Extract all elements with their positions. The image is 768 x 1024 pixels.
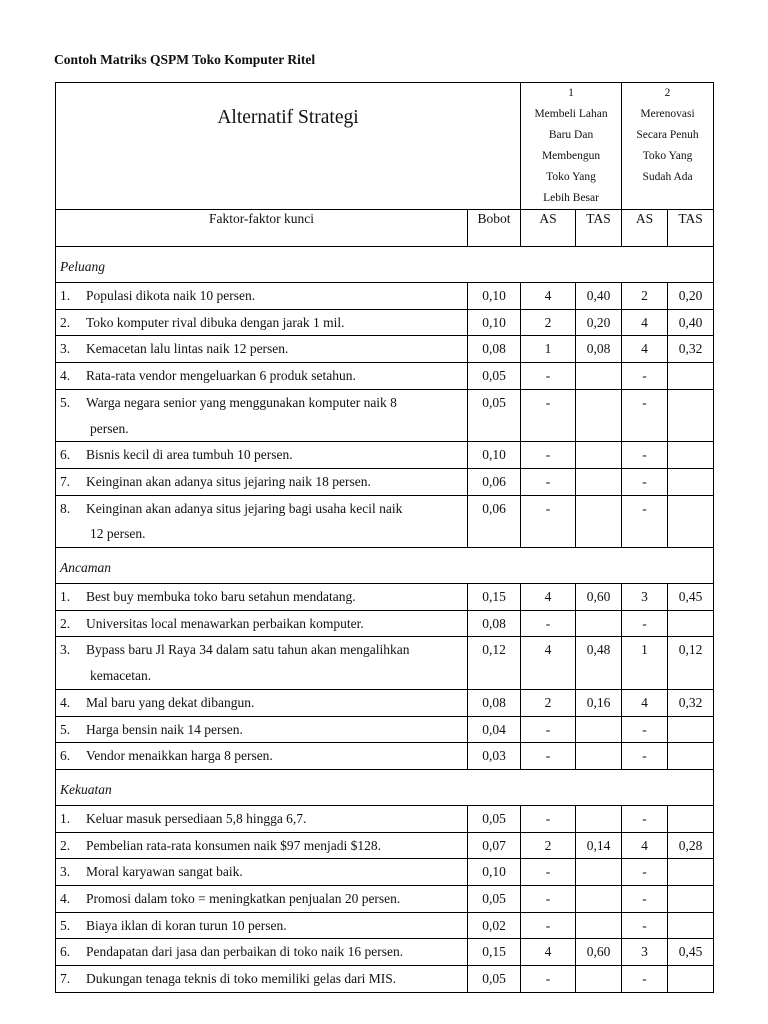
factor-text: Mal baru yang dekat dibangun.: [86, 694, 255, 710]
as-2-cell: 4: [622, 309, 668, 336]
as-1-cell: -: [521, 442, 576, 469]
as-2-cell: -: [622, 859, 668, 886]
table-row: [56, 832, 714, 859]
factor-text: Populasi dikota naik 10 persen.: [86, 288, 256, 303]
tas-1-cell: [576, 912, 622, 939]
factor-text: Vendor menaikkan harga 8 persen.: [86, 748, 273, 764]
factor-text: Biaya iklan di koran turun 10 persen.: [86, 917, 287, 933]
as-1-cell: -: [521, 859, 576, 886]
weight-cell: 0,04: [468, 716, 521, 743]
factor-text: Keinginan akan adanya situs jejaring bagi usaha kecil naik: [86, 500, 403, 516]
as-1-cell: 2: [521, 832, 576, 859]
factor-cell: [56, 309, 468, 336]
weight-cell: 0,10: [468, 442, 521, 469]
factor-text: Keluar masuk persediaan 5,8 hingga 6,7.: [86, 810, 307, 826]
tas-1-cell: [576, 886, 622, 913]
as-1-cell: -: [521, 966, 576, 993]
item-number: 5.: [60, 394, 71, 410]
tas-1-cell: 0,60: [576, 584, 622, 611]
tas-2-cell: 0,32: [668, 689, 714, 716]
as-2-cell: 3: [622, 584, 668, 611]
weight-cell: 0,15: [468, 939, 521, 966]
tas-1-cell: [576, 495, 622, 547]
factor-text: Bypass baru Jl Raya 34 dalam satu tahun akan mengalihkan: [86, 642, 410, 658]
as-2-cell: -: [622, 442, 668, 469]
tas-1-cell: [576, 389, 622, 441]
item-number: 1.: [60, 589, 71, 605]
table-row: [56, 495, 714, 547]
section-row: [56, 247, 714, 283]
weight-cell: 0,12: [468, 637, 521, 689]
item-number: 5.: [60, 721, 71, 737]
as-2-cell: -: [622, 912, 668, 939]
table-row: [56, 939, 714, 966]
factor-cell: [56, 584, 468, 611]
table-row: [56, 966, 714, 993]
strategy-2-header: [622, 83, 714, 210]
column-header-weight: Bobot: [468, 210, 521, 247]
tas-1-cell: [576, 859, 622, 886]
table-row: [56, 442, 714, 469]
item-number: 7.: [60, 971, 71, 987]
as-2-cell: -: [622, 610, 668, 637]
tas-2-cell: [668, 495, 714, 547]
weight-cell: 0,05: [468, 805, 521, 832]
strategy-name-line: Sudah Ada: [642, 171, 693, 183]
as-1-cell: -: [521, 389, 576, 441]
table-row: [56, 309, 714, 336]
item-number: 2.: [60, 615, 71, 631]
tas-1-cell: [576, 805, 622, 832]
factor-cell: [56, 859, 468, 886]
tas-1-cell: 0,60: [576, 939, 622, 966]
as-1-cell: -: [521, 468, 576, 495]
factor-cell: [56, 886, 468, 913]
tas-1-cell: [576, 442, 622, 469]
column-header-tas-1: TAS: [576, 210, 622, 247]
column-header-factor: Faktor-faktor kunci: [56, 210, 468, 247]
as-2-cell: 1: [622, 637, 668, 689]
strategy-name-line: Baru Dan: [548, 129, 594, 141]
item-number: 7.: [60, 473, 71, 489]
item-number: 2.: [60, 314, 71, 330]
table-row: [56, 912, 714, 939]
item-number: 4.: [60, 891, 71, 907]
as-1-cell: -: [521, 886, 576, 913]
table-row: [56, 886, 714, 913]
weight-cell: 0,08: [468, 336, 521, 363]
factor-text: Dukungan tenaga teknis di toko memiliki gelas dari MIS.: [86, 971, 397, 987]
factor-cell: [56, 689, 468, 716]
section-label: Peluang: [56, 247, 714, 283]
tas-2-cell: [668, 363, 714, 390]
as-1-cell: 2: [521, 689, 576, 716]
tas-2-cell: 0,32: [668, 336, 714, 363]
as-1-cell: -: [521, 716, 576, 743]
section-row: [56, 769, 714, 805]
column-header-row: [56, 210, 714, 247]
weight-cell: 0,05: [468, 363, 521, 390]
as-1-cell: 4: [521, 637, 576, 689]
strategy-1-header: [521, 83, 622, 210]
table-row: [56, 716, 714, 743]
section-label: Ancaman: [56, 548, 714, 584]
tas-2-cell: [668, 805, 714, 832]
as-1-cell: -: [521, 610, 576, 637]
table-row: [56, 584, 714, 611]
factor-text: Moral karyawan sangat baik.: [86, 864, 243, 880]
weight-cell: 0,08: [468, 689, 521, 716]
as-1-cell: -: [521, 495, 576, 547]
weight-cell: 0,08: [468, 610, 521, 637]
alternatif-strategi-heading: Alternatif Strategi: [56, 83, 521, 210]
item-number: 1.: [60, 288, 71, 303]
factor-cell: [56, 468, 468, 495]
weight-cell: 0,15: [468, 584, 521, 611]
as-2-cell: 2: [622, 283, 668, 310]
tas-1-cell: 0,48: [576, 637, 622, 689]
factor-text: Bisnis kecil di area tumbuh 10 persen.: [86, 447, 293, 463]
weight-cell: 0,05: [468, 389, 521, 441]
weight-cell: 0,05: [468, 966, 521, 993]
factor-text: Pendapatan dari jasa dan perbaikan di toko naik 16 persen.: [86, 944, 404, 960]
table-row: [56, 336, 714, 363]
factor-cell: [56, 389, 468, 441]
table-row: [56, 805, 714, 832]
column-header-tas-2: TAS: [668, 210, 714, 247]
weight-cell: 0,07: [468, 832, 521, 859]
table-row: [56, 283, 714, 310]
factor-text: Kemacetan lalu lintas naik 12 persen.: [86, 341, 289, 357]
weight-cell: 0,05: [468, 886, 521, 913]
tas-1-cell: [576, 743, 622, 770]
column-header-as-2: AS: [622, 210, 668, 247]
section-row: [56, 548, 714, 584]
tas-2-cell: 0,12: [668, 637, 714, 689]
as-1-cell: 4: [521, 584, 576, 611]
factor-text: Keinginan akan adanya situs jejaring naik 18 persen.: [86, 473, 371, 489]
table-row: [56, 468, 714, 495]
section-label: Kekuatan: [56, 769, 714, 805]
as-1-cell: -: [521, 743, 576, 770]
strategy-name-line: Membengun: [541, 150, 601, 162]
as-1-cell: 4: [521, 939, 576, 966]
factor-text: Best buy membuka toko baru setahun mendatang.: [86, 589, 356, 605]
strategy-number: 1: [568, 87, 574, 99]
table-row: [56, 859, 714, 886]
strategy-name-line: Toko Yang: [642, 150, 693, 162]
factor-text: Rata-rata vendor mengeluarkan 6 produk setahun.: [86, 368, 356, 384]
factor-text-continued: 12 persen.: [90, 526, 146, 542]
weight-cell: 0,03: [468, 743, 521, 770]
weight-cell: 0,02: [468, 912, 521, 939]
as-2-cell: -: [622, 389, 668, 441]
as-1-cell: -: [521, 912, 576, 939]
tas-2-cell: [668, 442, 714, 469]
item-number: 4.: [60, 368, 71, 384]
tas-2-cell: [668, 886, 714, 913]
item-number: 3.: [60, 341, 71, 357]
item-number: 6.: [60, 944, 71, 960]
strategy-name-line: Membeli Lahan: [534, 108, 608, 120]
qspm-table: [55, 82, 714, 993]
item-number: 3.: [60, 864, 71, 880]
as-1-cell: -: [521, 805, 576, 832]
tas-1-cell: 0,08: [576, 336, 622, 363]
as-1-cell: 1: [521, 336, 576, 363]
factor-cell: [56, 939, 468, 966]
item-number: 4.: [60, 694, 71, 710]
tas-2-cell: 0,28: [668, 832, 714, 859]
factor-cell: [56, 716, 468, 743]
tas-1-cell: [576, 468, 622, 495]
as-1-cell: 2: [521, 309, 576, 336]
tas-2-cell: 0,45: [668, 584, 714, 611]
as-2-cell: 4: [622, 689, 668, 716]
as-2-cell: -: [622, 363, 668, 390]
as-2-cell: 4: [622, 336, 668, 363]
table-row: [56, 689, 714, 716]
tas-2-cell: 0,40: [668, 309, 714, 336]
item-number: 6.: [60, 748, 71, 764]
strategy-name-line: Toko Yang: [546, 171, 596, 183]
weight-cell: 0,10: [468, 309, 521, 336]
tas-2-cell: [668, 912, 714, 939]
factor-cell: [56, 336, 468, 363]
factor-text: Universitas local menawarkan perbaikan komputer.: [86, 615, 364, 631]
factor-cell: [56, 743, 468, 770]
factor-cell: [56, 283, 468, 310]
weight-cell: 0,06: [468, 468, 521, 495]
factor-cell: [56, 805, 468, 832]
weight-cell: 0,10: [468, 859, 521, 886]
as-2-cell: -: [622, 886, 668, 913]
column-header-as-1: AS: [521, 210, 576, 247]
tas-2-cell: [668, 743, 714, 770]
tas-1-cell: 0,14: [576, 832, 622, 859]
tas-2-cell: [668, 716, 714, 743]
as-2-cell: -: [622, 966, 668, 993]
tas-2-cell: [668, 610, 714, 637]
factor-text: Warga negara senior yang menggunakan komputer naik 8: [86, 394, 397, 410]
tas-1-cell: [576, 363, 622, 390]
as-2-cell: -: [622, 805, 668, 832]
weight-cell: 0,10: [468, 283, 521, 310]
strategy-name-line: Secara Penuh: [636, 129, 699, 141]
tas-2-cell: [668, 859, 714, 886]
table-row: [56, 637, 714, 689]
as-2-cell: -: [622, 743, 668, 770]
table-row: [56, 389, 714, 441]
document-title: Contoh Matriks QSPM Toko Komputer Ritel: [54, 52, 316, 67]
as-1-cell: -: [521, 363, 576, 390]
item-number: 2.: [60, 837, 71, 853]
factor-text-continued: kemacetan.: [90, 668, 152, 684]
item-number: 6.: [60, 447, 71, 463]
tas-1-cell: [576, 610, 622, 637]
factor-cell: [56, 637, 468, 689]
tas-2-cell: [668, 468, 714, 495]
factor-text: Promosi dalam toko = meningkatkan penjualan 20 persen.: [86, 891, 401, 907]
tas-2-cell: 0,20: [668, 283, 714, 310]
tas-1-cell: 0,40: [576, 283, 622, 310]
as-2-cell: -: [622, 468, 668, 495]
strategy-number: 2: [664, 87, 671, 99]
tas-1-cell: 0,16: [576, 689, 622, 716]
tas-2-cell: [668, 389, 714, 441]
strategy-name-line: Lebih Besar: [543, 192, 599, 204]
factor-cell: [56, 912, 468, 939]
as-2-cell: -: [622, 716, 668, 743]
tas-2-cell: [668, 966, 714, 993]
tas-2-cell: 0,45: [668, 939, 714, 966]
as-2-cell: 4: [622, 832, 668, 859]
factor-text: Pembelian rata-rata konsumen naik $97 menjadi $128.: [86, 837, 382, 853]
strategy-header-row: [56, 83, 714, 210]
table-row: [56, 363, 714, 390]
factor-cell: [56, 610, 468, 637]
as-1-cell: 4: [521, 283, 576, 310]
item-number: 1.: [60, 810, 71, 826]
table-row: [56, 743, 714, 770]
as-2-cell: -: [622, 495, 668, 547]
factor-text-continued: persen.: [90, 420, 129, 436]
factor-text: Harga bensin naik 14 persen.: [86, 721, 243, 737]
strategy-name-line: Merenovasi: [640, 108, 695, 120]
factor-cell: [56, 442, 468, 469]
table-row: [56, 610, 714, 637]
factor-text: Toko komputer rival dibuka dengan jarak 1 mil.: [86, 314, 345, 330]
factor-cell: [56, 363, 468, 390]
tas-1-cell: 0,20: [576, 309, 622, 336]
factor-cell: [56, 495, 468, 547]
item-number: 3.: [60, 642, 71, 658]
item-number: 8.: [60, 500, 71, 516]
factor-cell: [56, 832, 468, 859]
tas-1-cell: [576, 966, 622, 993]
tas-1-cell: [576, 716, 622, 743]
item-number: 5.: [60, 917, 71, 933]
as-2-cell: 3: [622, 939, 668, 966]
factor-cell: [56, 966, 468, 993]
weight-cell: 0,06: [468, 495, 521, 547]
